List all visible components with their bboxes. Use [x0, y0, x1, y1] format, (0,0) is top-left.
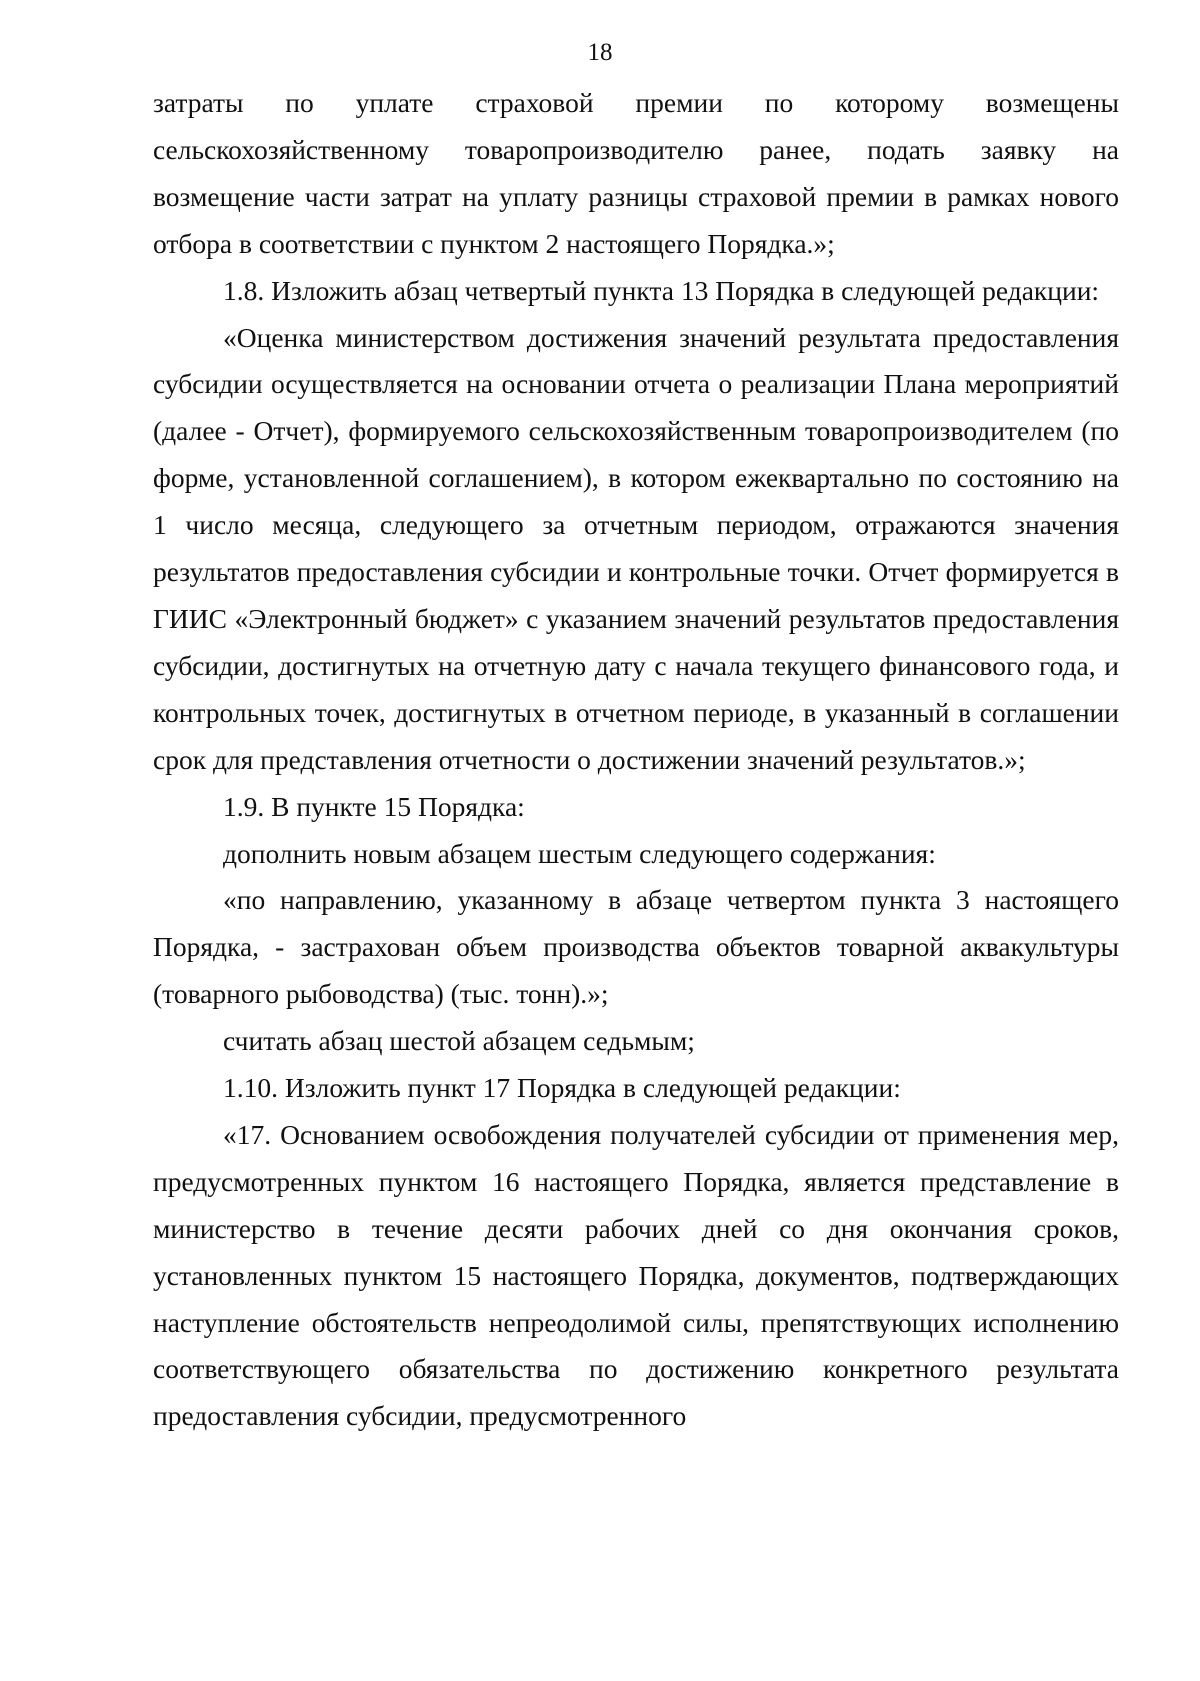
paragraph-add-sixth-abzac: дополнить новым абзацем шестым следующего содержания:	[223, 837, 936, 869]
paragraph-quote-assessment: «Оценка министерством достижения значений результата предоставления субсидии осуществляется на основании отчета о реализации Плана мероприятий (далее - Отчет), формируемого сельскохозяйственным товаропроизводителем (по форме, установленной соглашением), в котором ежеквартально по состоянию на 1 число месяца, следующего за отчетным периодом, отражаются значения результатов предоставления субсидии и контрольные точки. Отчет формируется в ГИИС «Электронный бюджет» с указанием значений результатов предоставления субсидии, достигнутых на отчетную дату с начала текущего финансового года, и контрольных точек, достигнутых в отчетном периоде, в указанный в соглашении срок для представления отчетности о достижении значений результатов.»;	[153, 321, 1119, 775]
paragraph-item-1-8: 1.8. Изложить абзац четвертый пункта 13 Порядка в следующей редакции:	[223, 274, 1100, 306]
document-body	[153, 80, 1119, 1440]
paragraph-quote-item-17: «17. Основанием освобождения получателей субсидии от применения мер, предусмотренных пунктом 16 настоящего Порядка, является представление в министерство в течение десяти рабочих дней со дня окончания сроков, установленных пунктом 15 настоящего Порядка, документов, подтверждающих наступление обстоятельств непреодолимой силы, препятствующих исполнению соответствующего обязательства по достижению конкретного результата предоставления субсидии, предусмотренного	[153, 1118, 1119, 1432]
paragraph-item-1-10: 1.10. Изложить пункт 17 Порядка в следующей редакции:	[223, 1072, 901, 1104]
paragraph-continuation: затраты по уплате страховой премии по которому возмещены сельскохозяйственному товаропроизводителю ранее, подать заявку на возмещение части затрат на уплату разницы страховой премии в рамках нового отбора в соответствии с пунктом 2 настоящего Порядка.»;	[153, 87, 1119, 259]
paragraph-item-1-9: 1.9. В пункте 15 Порядка:	[223, 790, 525, 822]
paragraph-quote-aquaculture: «по направлению, указанному в абзаце четвертом пункта 3 настоящего Порядка, - застрахован объем производства объектов товарной аквакультуры (товарного рыбоводства) (тыс. тонн).»;	[153, 884, 1119, 1010]
page-number: 18	[587, 39, 613, 66]
paragraph-renumber: считать абзац шестой абзацем седьмым;	[223, 1025, 695, 1057]
